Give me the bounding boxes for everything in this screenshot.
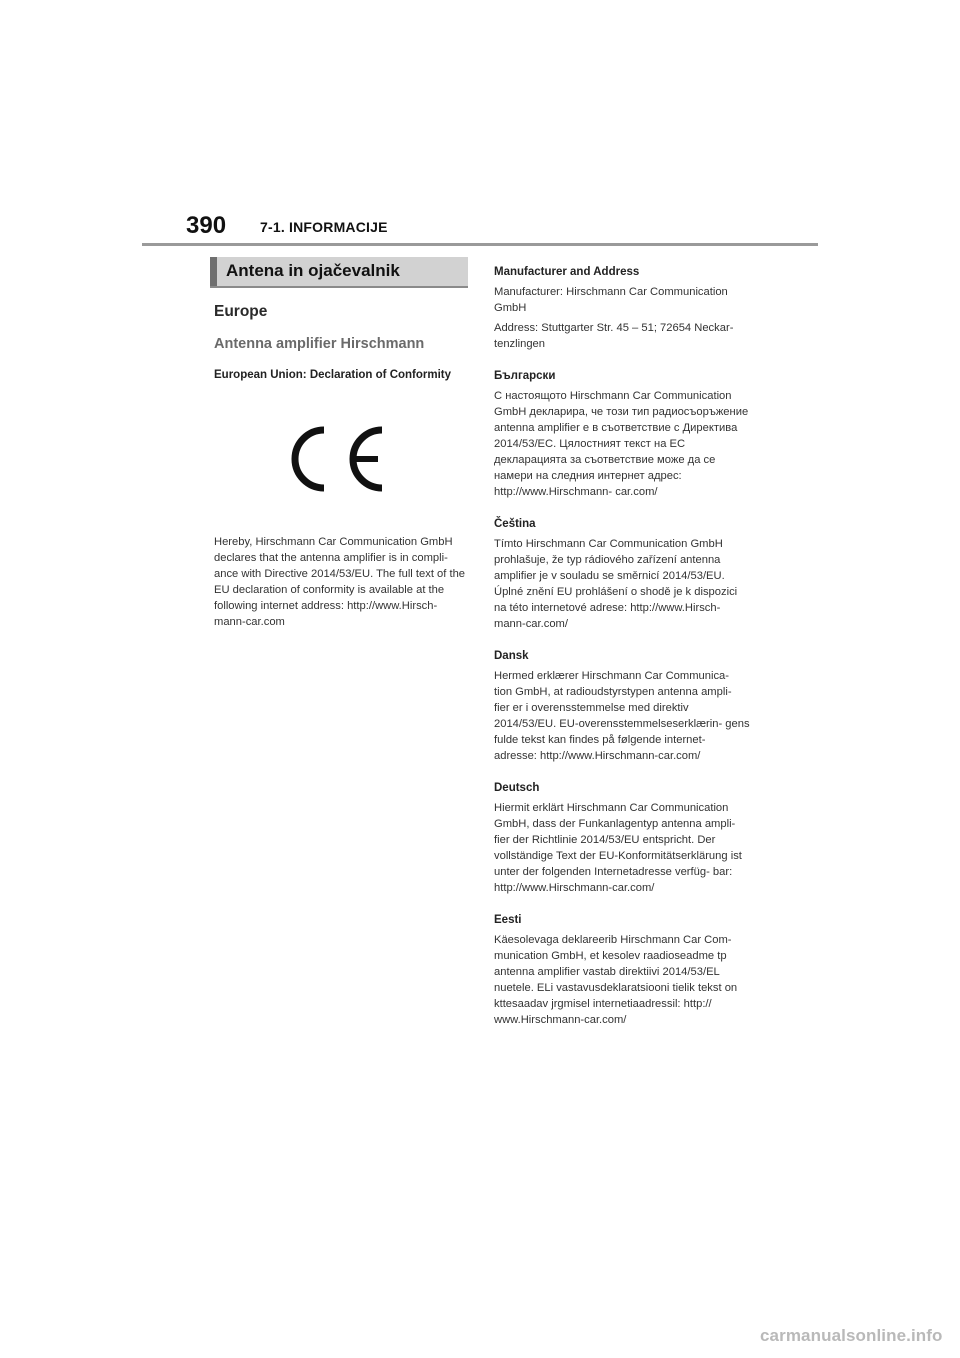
manufacturer-block xyxy=(494,264,750,352)
language-text: С настоящото Hirschmann Car Communication GmbH декларира, че този тип радиосъоръжение antenna amplifier е в съответствие с Директива 2014/53/ЕС. Цялостният текст на ЕС декларацията за съответствие може да се намери на следния интернет адрес: http://www.Hirschmann- car.com/ xyxy=(494,390,749,498)
chapter-title: 7-1. INFORMACIJE xyxy=(260,219,388,235)
declaration-heading: European Union: Declaration of Conformity xyxy=(214,369,452,381)
language-heading: Eesti xyxy=(494,914,522,926)
declaration-paragraph: Hereby, Hirschmann Car Communication GmbH declares that the antenna amplifier is in compli- ance with Directive 2014/53/EU. The full text of the EU declaration of conformity is available at the following internet address: http://www.Hirsch- mann-car.com xyxy=(214,536,466,628)
language-text: Tímto Hirschmann Car Communication GmbH prohlašuje, že typ rádiového zařízení antenna amplifier je v souladu se směrnicí 2014/53/EU. Úplné znění EU prohlášení o shodě je k dispozici na této internetové adrese: http://www.Hirsch- mann-car.com/ xyxy=(494,538,738,630)
page-number: 390 xyxy=(186,212,227,239)
language-block-czech xyxy=(494,516,750,632)
language-text: Hiermit erklärt Hirschmann Car Communication GmbH, dass der Funkanlagentyp antenna ampli- fier der Richtlinie 2014/53/EU entspricht. Der vollständige Text der EU-Konformitätserklärung ist unter der folgenden Internetadresse verfüg- bar: http://www.Hirschmann-car.com/ xyxy=(494,802,742,894)
language-heading: Dansk xyxy=(494,650,529,662)
manufacturer-heading: Manufacturer and Address xyxy=(494,266,640,278)
language-block-danish xyxy=(494,648,750,764)
language-block-german xyxy=(494,780,750,896)
manufacturer-line: Manufacturer: Hirschmann Car Communication GmbH xyxy=(494,286,728,314)
product-heading: Antenna amplifier Hirschmann xyxy=(214,336,425,352)
watermark: carmanualsonline.info xyxy=(760,1326,943,1345)
language-text: Hermed erklærer Hirschmann Car Communica- tion GmbH, at radioudstyrstypen antenna ampli- fier er i overensstemmelse med direktiv 2014/53/EU. EU-overensstemmelseserklærin- gens fulde tekst kan findes på følgende internet- adresse: http://www.Hirschmann-car.com/ xyxy=(494,670,750,762)
ce-mark-icon xyxy=(290,424,390,494)
language-block-bulgarian xyxy=(494,368,750,500)
language-text: Käesolevaga deklareerib Hirschmann Car Com- munication GmbH, et kesolev raadioseadme tp antenna amplifier vastab direktiivi 2014/53/EL nuetele. ELi vastavusdeklaratsiooni tielik tekst on kttesaadav jrgmisel internetiaadressil: http:// www.Hirschmann-car.com/ xyxy=(494,934,738,1026)
right-column xyxy=(494,264,750,1044)
language-block-estonian xyxy=(494,912,750,1028)
language-heading: Čeština xyxy=(494,518,536,530)
section-banner-bar xyxy=(210,257,217,286)
language-heading: Български xyxy=(494,370,556,382)
section-title: Antena in ojačevalnik xyxy=(226,261,400,280)
address-line: Address: Stuttgarter Str. 45 – 51; 72654 Neckar- tenzlingen xyxy=(494,322,734,350)
ce-mark-c xyxy=(295,430,324,488)
header-rule xyxy=(142,243,818,246)
region-heading: Europe xyxy=(214,303,268,320)
language-heading: Deutsch xyxy=(494,782,540,794)
section-banner xyxy=(210,257,468,288)
